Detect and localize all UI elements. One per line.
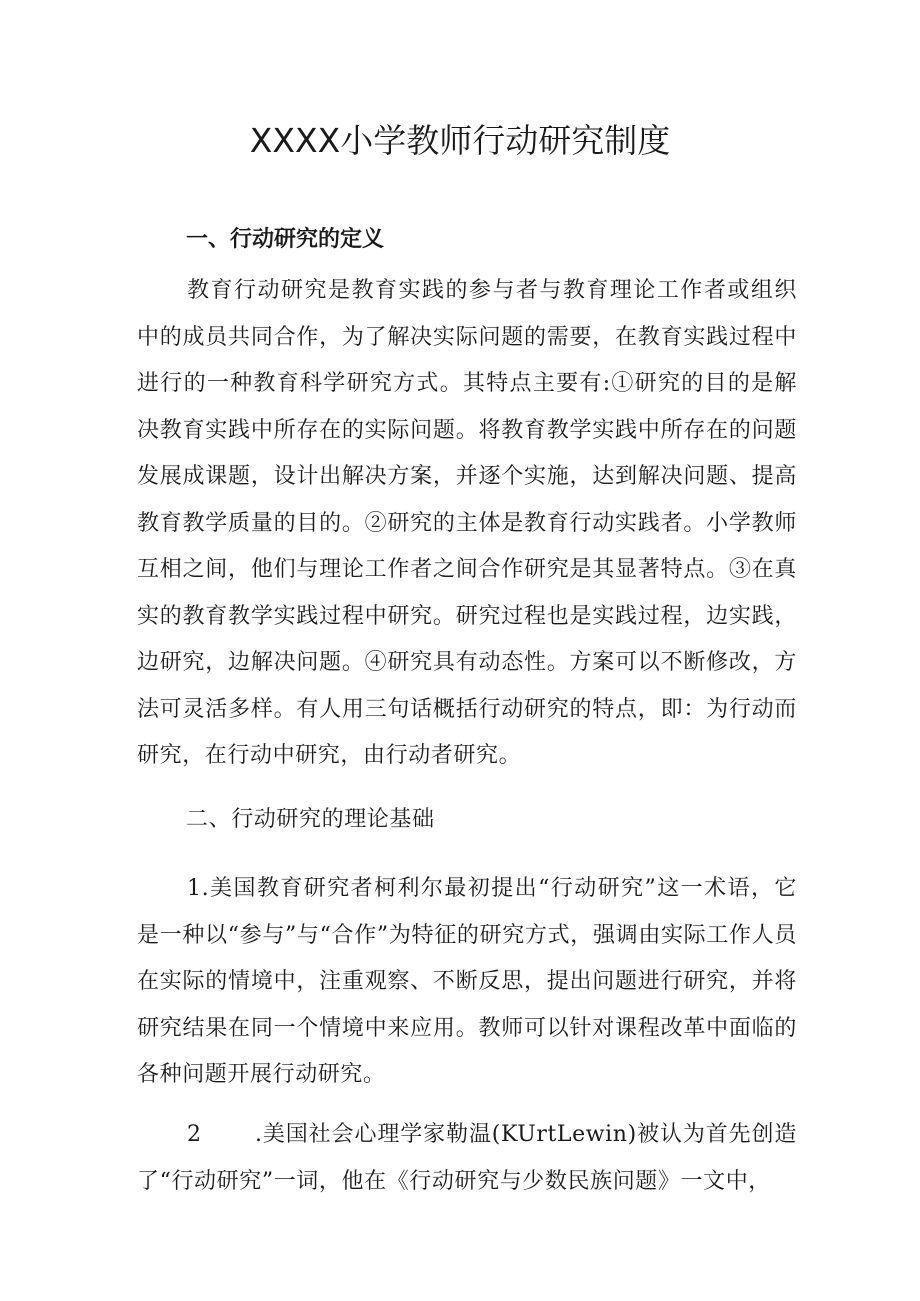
section-heading-theory: 二、行动研究的理论基础 [186, 807, 435, 832]
theory-item-2 [137, 1112, 797, 1205]
section-heading-definition: 一、行动研究的定义 [186, 227, 385, 252]
document-title: XXXX小学教师行动研究制度 [249, 121, 671, 160]
theory-item-2-text: .美国社会心理学家勒温(KUrtLewin)被认为首先创造了“行动研究”一词，他在《行动研究与少数民族问题》一文中， [137, 1122, 797, 1194]
theory-item-2-number: 2 [187, 1122, 202, 1147]
definition-paragraph: 教育行动研究是教育实践的参与者与教育理论工作者或组织中的成员共同合作，为了解决实际问题的需要，在教育实践过程中进行的一种教育科学研究方式。其特点主要有:①研究的目的是解决教育实践中所存在的实际问题。将教育教学实践中所存在的问题发展成课题，设计出解决方案，并逐个实施，达到解决问题、提高教育教学质量的目的。②研究的主体是教育行动实践者。小学教师互相之间，他们与理论工作者之间合作研究是其显著特点。③在真实的教育教学实践过程中研究。研究过程也是实践过程，边实践，边研究，边解决问题。④研究具有动态性。方案可以不断修改，方法可灵活多样。有人用三句话概括行动研究的特点，即：为行动而研究，在行动中研究，由行动者研究。 [137, 278, 797, 768]
theory-item-1: 1.美国教育研究者柯利尔最初提出“行动研究”这一术语，它是一种以“参与”与“合作”为特征的研究方式，强调由实际工作人员在实际的情境中，注重观察、不断反思，提出问题进行研究，并将研究结果在同一个情境中来应用。教师可以针对课程改革中面临的各种问题开展行动研究。 [137, 876, 797, 1087]
